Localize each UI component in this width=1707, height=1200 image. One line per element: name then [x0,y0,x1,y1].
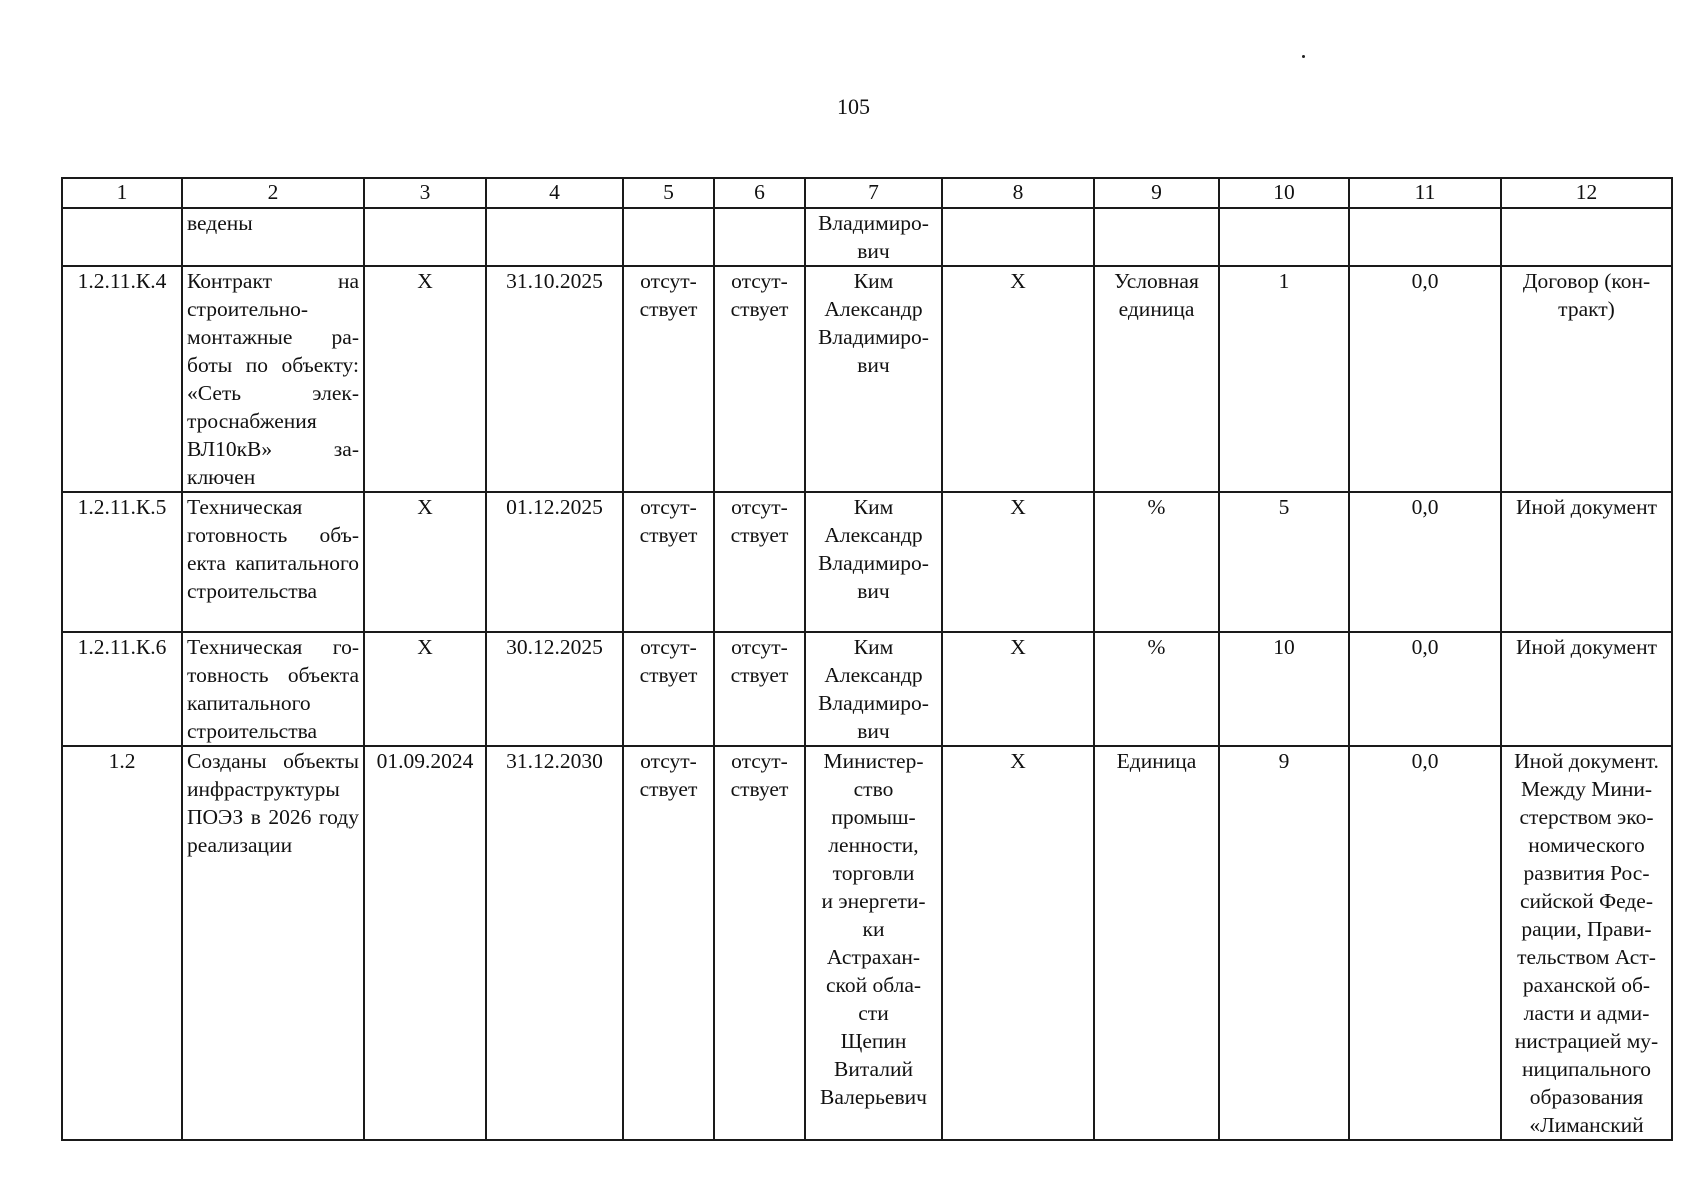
row-col11 [1349,208,1501,266]
column-number: 1 [62,178,182,208]
row-unit [1094,208,1219,266]
table-row [62,492,1672,632]
row-value [1219,208,1349,266]
row-col5 [623,208,714,266]
row-start [364,208,486,266]
table-row [62,632,1672,746]
table-row [62,208,1672,266]
row-col11: 0,0 [1349,632,1501,746]
row-responsible: Ким Александр Владимиро- вич [805,266,942,492]
row-col5: отсут- ствует [623,632,714,746]
row-document: Иной документ. Между Мини- стерством эко- номического развития Рос- сийской Феде- рации, Прави- тельством Аст- раханской об- ласти и адми- нистрацией му- ниципального образования «Лиманский [1501,746,1672,1140]
table-row [62,746,1672,1140]
row-end: 31.10.2025 [486,266,623,492]
row-col8: X [942,746,1094,1140]
row-responsible: Министер- ство промыш- ленности, торговли и энергети- ки Астрахан- ской обла- сти Щепин Виталий Валерьевич [805,746,942,1140]
row-document: Иной документ [1501,632,1672,746]
column-number: 8 [942,178,1094,208]
row-col11: 0,0 [1349,266,1501,492]
row-col8 [942,208,1094,266]
row-responsible: Владимиро- вич [805,208,942,266]
row-col8: X [942,266,1094,492]
page-number: 105 [837,94,870,119]
row-name: Техническая готовность объекта капитального строительства [182,492,364,632]
row-value: 10 [1219,632,1349,746]
row-name: Созданы объекты инфраструктуры ПОЭЗ в 2026 году реализации [182,746,364,1140]
column-number: 2 [182,178,364,208]
row-unit: Условная единица [1094,266,1219,492]
row-col8: X [942,632,1094,746]
column-number: 10 [1219,178,1349,208]
row-unit: Единица [1094,746,1219,1140]
row-code: 1.2.11.К.4 [62,266,182,492]
row-col6: отсут- ствует [714,492,805,632]
row-start: X [364,492,486,632]
row-value: 1 [1219,266,1349,492]
row-end: 30.12.2025 [486,632,623,746]
plan-table [61,177,1673,1141]
row-end [486,208,623,266]
header-row [62,178,1672,208]
row-col6 [714,208,805,266]
row-value: 5 [1219,492,1349,632]
table-row [62,266,1672,492]
row-name: Контракт на строительно-монтажные работы по объекту: «Сеть электроснабжения ВЛ10кВ» заключен [182,266,364,492]
row-col5: отсут- ствует [623,492,714,632]
column-number: 11 [1349,178,1501,208]
row-code: 1.2.11.К.6 [62,632,182,746]
row-col11: 0,0 [1349,746,1501,1140]
scan-dot [1302,55,1305,58]
column-number: 9 [1094,178,1219,208]
row-value: 9 [1219,746,1349,1140]
row-col8: X [942,492,1094,632]
column-number: 6 [714,178,805,208]
column-number: 4 [486,178,623,208]
row-document [1501,208,1672,266]
column-number: 12 [1501,178,1672,208]
row-col11: 0,0 [1349,492,1501,632]
row-start: X [364,266,486,492]
row-name: Техническая готовность объекта капитального строительства [182,632,364,746]
row-document: Договор (кон- тракт) [1501,266,1672,492]
row-col6: отсут- ствует [714,746,805,1140]
column-number: 5 [623,178,714,208]
row-col6: отсут- ствует [714,632,805,746]
row-start: X [364,632,486,746]
row-code: 1.2.11.К.5 [62,492,182,632]
row-unit: % [1094,492,1219,632]
row-end: 31.12.2030 [486,746,623,1140]
row-unit: % [1094,632,1219,746]
row-code: 1.2 [62,746,182,1140]
column-number: 7 [805,178,942,208]
column-number: 3 [364,178,486,208]
row-start: 01.09.2024 [364,746,486,1140]
row-responsible: Ким Александр Владимиро- вич [805,492,942,632]
row-end: 01.12.2025 [486,492,623,632]
row-col5: отсут- ствует [623,746,714,1140]
row-col6: отсут- ствует [714,266,805,492]
row-code [62,208,182,266]
row-name: ведены [182,208,364,266]
row-responsible: Ким Александр Владимиро- вич [805,632,942,746]
row-col5: отсут- ствует [623,266,714,492]
row-document: Иной документ [1501,492,1672,632]
